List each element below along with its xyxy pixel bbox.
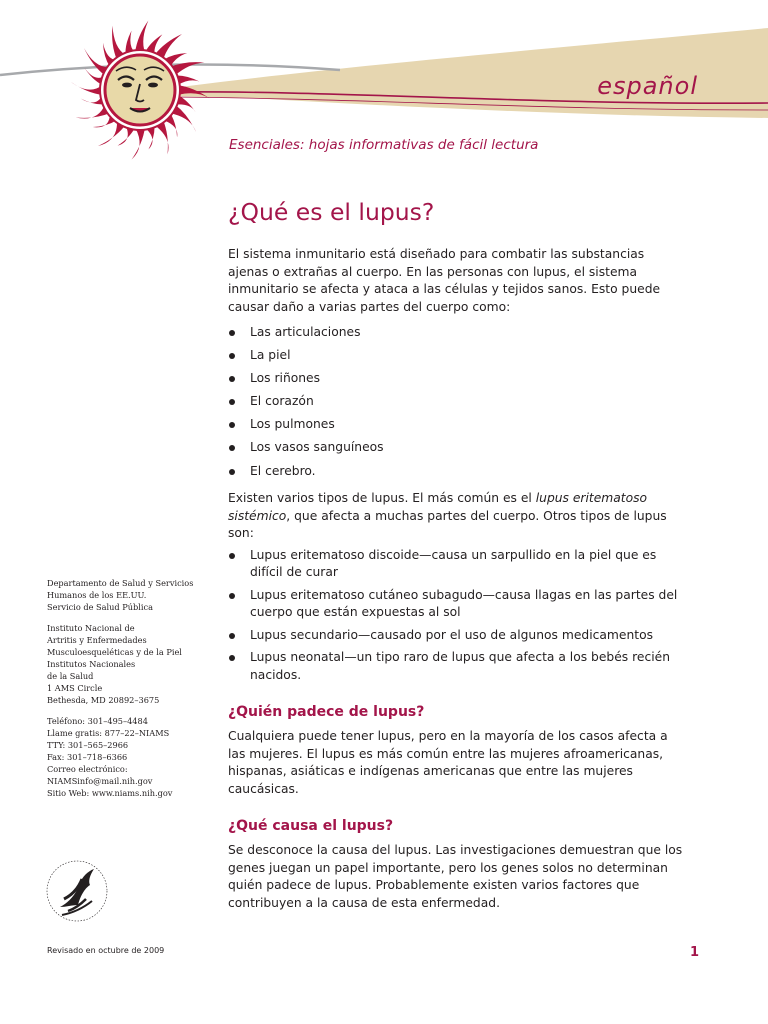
list-item: Lupus neonatal—un tipo raro de lupus que afecta a los bebés recién nacidos. [228, 649, 688, 684]
types-intro-text-end: , que afecta a muchas partes del cuerpo. Otros tipos de lupus son: [228, 508, 667, 541]
organs-list [228, 324, 688, 480]
list-item: El corazón [228, 393, 688, 411]
series-subtitle: Esenciales: hojas informativas de fácil lectura [229, 137, 539, 153]
sun-ray [135, 21, 148, 53]
page-title: ¿Qué es el lupus? [228, 198, 435, 226]
sidebar-line: Humanos de los EE.UU. [47, 590, 147, 600]
list-item: Las articulaciones [228, 324, 688, 342]
list-item: Los pulmones [228, 416, 688, 434]
page-number: 1 [690, 945, 700, 960]
sidebar-line: Institutos Nacionales [47, 659, 136, 669]
phone: Teléfono: 301–495–4484 [47, 716, 148, 726]
intro-paragraph: El sistema inmunitario está diseñado para combatir las substancias ajenas o extrañas al cuerpo. En las personas con lupus, el sistema inmunitario se afecta y ataca a las células y tejidos sanos. Esto puede causar daño a varias partes del cuerpo como: [228, 247, 661, 314]
sidebar-line: Bethesda, MD 20892–3675 [47, 695, 160, 705]
list-item: Los riñones [228, 370, 688, 388]
sidebar-line: Departamento de Salud y Servicios [47, 578, 194, 588]
sun-face-icon [71, 21, 210, 160]
sun-ray [71, 82, 103, 95]
types-intro-text: Existen varios tipos de lupus. El más común es el [228, 491, 536, 506]
fax: Fax: 301–718–6366 [47, 752, 128, 762]
department-block [47, 577, 207, 613]
sidebar-line: 1 AMS Circle [47, 683, 103, 693]
sun-ray [132, 128, 145, 160]
list-item: Lupus eritematoso cutáneo subagudo—causa llagas en las partes del cuerpo que están expuestas al sol [228, 587, 688, 622]
contact-block [47, 715, 207, 799]
language-label: español [597, 72, 698, 100]
list-item: La piel [228, 347, 688, 365]
sidebar-line: Instituto Nacional de [47, 623, 135, 633]
website: Sitio Web: www.niams.nih.gov [47, 788, 173, 798]
tty: TTY: 301–565–2966 [47, 740, 129, 750]
cause-heading: ¿Qué causa el lupus? [228, 818, 394, 835]
list-item: Lupus eritematoso discoide—causa un sarpullido en la piel que es difícil de curar [228, 547, 688, 582]
who-heading: ¿Quién padece de lupus? [228, 704, 425, 721]
list-item: Lupus secundario—causado por el uso de algunos medicamentos [228, 627, 688, 645]
sidebar-line: Servicio de Salud Pública [47, 602, 153, 612]
who-paragraph: Cualquiera puede tener lupus, pero en la mayoría de los casos afecta a las mujeres. El lupus es más común entre las mujeres afroamericanas, hispanas, asiáticas e indígenas americanas que entre las mujeres caucásicas. [228, 729, 668, 796]
revision-date: Revisado en octubre de 2009 [47, 946, 165, 955]
sidebar-line: de la Salud [47, 671, 94, 681]
list-item: El cerebro. [228, 463, 688, 481]
lupus-types-list [228, 547, 688, 685]
list-item: Los vasos sanguíneos [228, 439, 688, 457]
hhs-eagle-icon [42, 855, 112, 927]
types-intro-paragraph [228, 490, 688, 543]
sidebar-line: Artritis y Enfermedades [47, 635, 147, 645]
email-address: NIAMSinfo@mail.nih.gov [47, 776, 153, 786]
sidebar-line: Musculoesqueléticas y de la Piel [47, 647, 182, 657]
institute-block [47, 622, 207, 706]
toll-free: Llame gratis: 877–22–NIAMS [47, 728, 170, 738]
email-label: Correo electrónico: [47, 764, 128, 774]
main-content [228, 198, 688, 912]
types-intro-emphasis: lupus eritematoso sistémico [228, 491, 648, 523]
contact-sidebar [47, 577, 207, 808]
cause-paragraph: Se desconoce la causa del lupus. Las investigaciones demuestran que los genes juegan un papel importante, pero los genes solos no determinan quién padece de lupus. Probablemente existen varios factores que contribuyen a la causa de esta enfermedad. [228, 843, 683, 910]
